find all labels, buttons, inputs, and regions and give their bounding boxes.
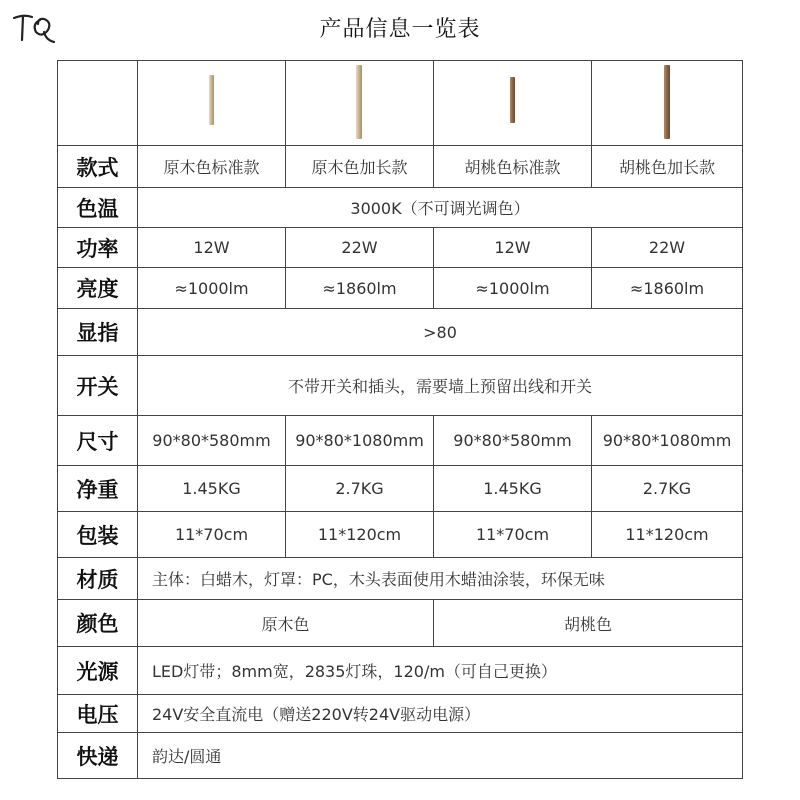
walnut-short-lamp-image bbox=[510, 77, 515, 123]
material-row bbox=[58, 558, 743, 600]
corner-cell bbox=[58, 61, 138, 146]
size-cell: 90*80*1080mm bbox=[592, 416, 743, 466]
weight-row bbox=[58, 466, 743, 512]
brightness-label: 亮度 bbox=[58, 268, 138, 309]
style-cell: 胡桃色加长款 bbox=[592, 146, 743, 188]
color-temp-row bbox=[58, 188, 743, 228]
package-cell: 11*120cm bbox=[592, 512, 743, 558]
voltage-value: 24V安全直流电（赠送220V转24V驱动电源） bbox=[138, 695, 743, 733]
size-row bbox=[58, 416, 743, 466]
weight-cell: 2.7KG bbox=[286, 466, 434, 512]
power-cell: 12W bbox=[138, 228, 286, 268]
switch-label: 开关 bbox=[58, 356, 138, 416]
brightness-cell: ≈1000lm bbox=[138, 268, 286, 309]
natural-long-lamp-cell bbox=[286, 61, 434, 146]
page-title: 产品信息一览表 bbox=[319, 17, 481, 42]
walnut-long-lamp-cell bbox=[592, 61, 743, 146]
brightness-cell: ≈1860lm bbox=[592, 268, 743, 309]
color-temp-label: 色温 bbox=[58, 188, 138, 228]
natural-short-lamp-image bbox=[209, 75, 214, 125]
brightness-row bbox=[58, 268, 743, 309]
color-row bbox=[58, 600, 743, 647]
switch-value: 不带开关和插头，需要墙上预留出线和开关 bbox=[138, 356, 743, 416]
color-natural-value: 原木色 bbox=[138, 600, 434, 647]
weight-cell: 2.7KG bbox=[592, 466, 743, 512]
voltage-row bbox=[58, 695, 743, 733]
color-walnut-value: 胡桃色 bbox=[434, 600, 743, 647]
package-label: 包装 bbox=[58, 512, 138, 558]
size-label: 尺寸 bbox=[58, 416, 138, 466]
weight-label: 净重 bbox=[58, 466, 138, 512]
natural-short-lamp-cell bbox=[138, 61, 286, 146]
package-cell: 11*120cm bbox=[286, 512, 434, 558]
switch-row bbox=[58, 356, 743, 416]
size-cell: 90*80*580mm bbox=[434, 416, 592, 466]
walnut-short-lamp-cell bbox=[434, 61, 592, 146]
style-row bbox=[58, 146, 743, 188]
power-cell: 12W bbox=[434, 228, 592, 268]
brightness-cell: ≈1860lm bbox=[286, 268, 434, 309]
package-cell: 11*70cm bbox=[138, 512, 286, 558]
package-cell: 11*70cm bbox=[434, 512, 592, 558]
shipping-label: 快递 bbox=[58, 733, 138, 779]
color-temp-value: 3000K（不可调光调色） bbox=[138, 188, 743, 228]
size-cell: 90*80*1080mm bbox=[286, 416, 434, 466]
style-cell: 胡桃色标准款 bbox=[434, 146, 592, 188]
brightness-cell: ≈1000lm bbox=[434, 268, 592, 309]
style-cell: 原木色标准款 bbox=[138, 146, 286, 188]
weight-cell: 1.45KG bbox=[434, 466, 592, 512]
shipping-value: 韵达/圆通 bbox=[138, 733, 743, 779]
cri-row bbox=[58, 309, 743, 356]
power-cell: 22W bbox=[592, 228, 743, 268]
product-info-table bbox=[57, 60, 743, 779]
material-label: 材质 bbox=[58, 558, 138, 600]
material-value: 主体：白蜡木，灯罩：PC，木头表面使用木蜡油涂装，环保无味 bbox=[138, 558, 743, 600]
power-cell: 22W bbox=[286, 228, 434, 268]
package-row bbox=[58, 512, 743, 558]
natural-long-lamp-image bbox=[356, 65, 362, 139]
voltage-label: 电压 bbox=[58, 695, 138, 733]
image-row bbox=[58, 61, 743, 146]
style-cell: 原木色加长款 bbox=[286, 146, 434, 188]
light-source-label: 光源 bbox=[58, 647, 138, 695]
shipping-row bbox=[58, 733, 743, 779]
color-label: 颜色 bbox=[58, 600, 138, 647]
power-label: 功率 bbox=[58, 228, 138, 268]
weight-cell: 1.45KG bbox=[138, 466, 286, 512]
walnut-long-lamp-image bbox=[664, 65, 670, 139]
light-source-value: LED灯带；8mm宽，2835灯珠，120/m（可自己更换） bbox=[138, 647, 743, 695]
cri-value: >80 bbox=[138, 309, 743, 356]
light-source-row bbox=[58, 647, 743, 695]
style-label: 款式 bbox=[58, 146, 138, 188]
power-row bbox=[58, 228, 743, 268]
cri-label: 显指 bbox=[58, 309, 138, 356]
size-cell: 90*80*580mm bbox=[138, 416, 286, 466]
